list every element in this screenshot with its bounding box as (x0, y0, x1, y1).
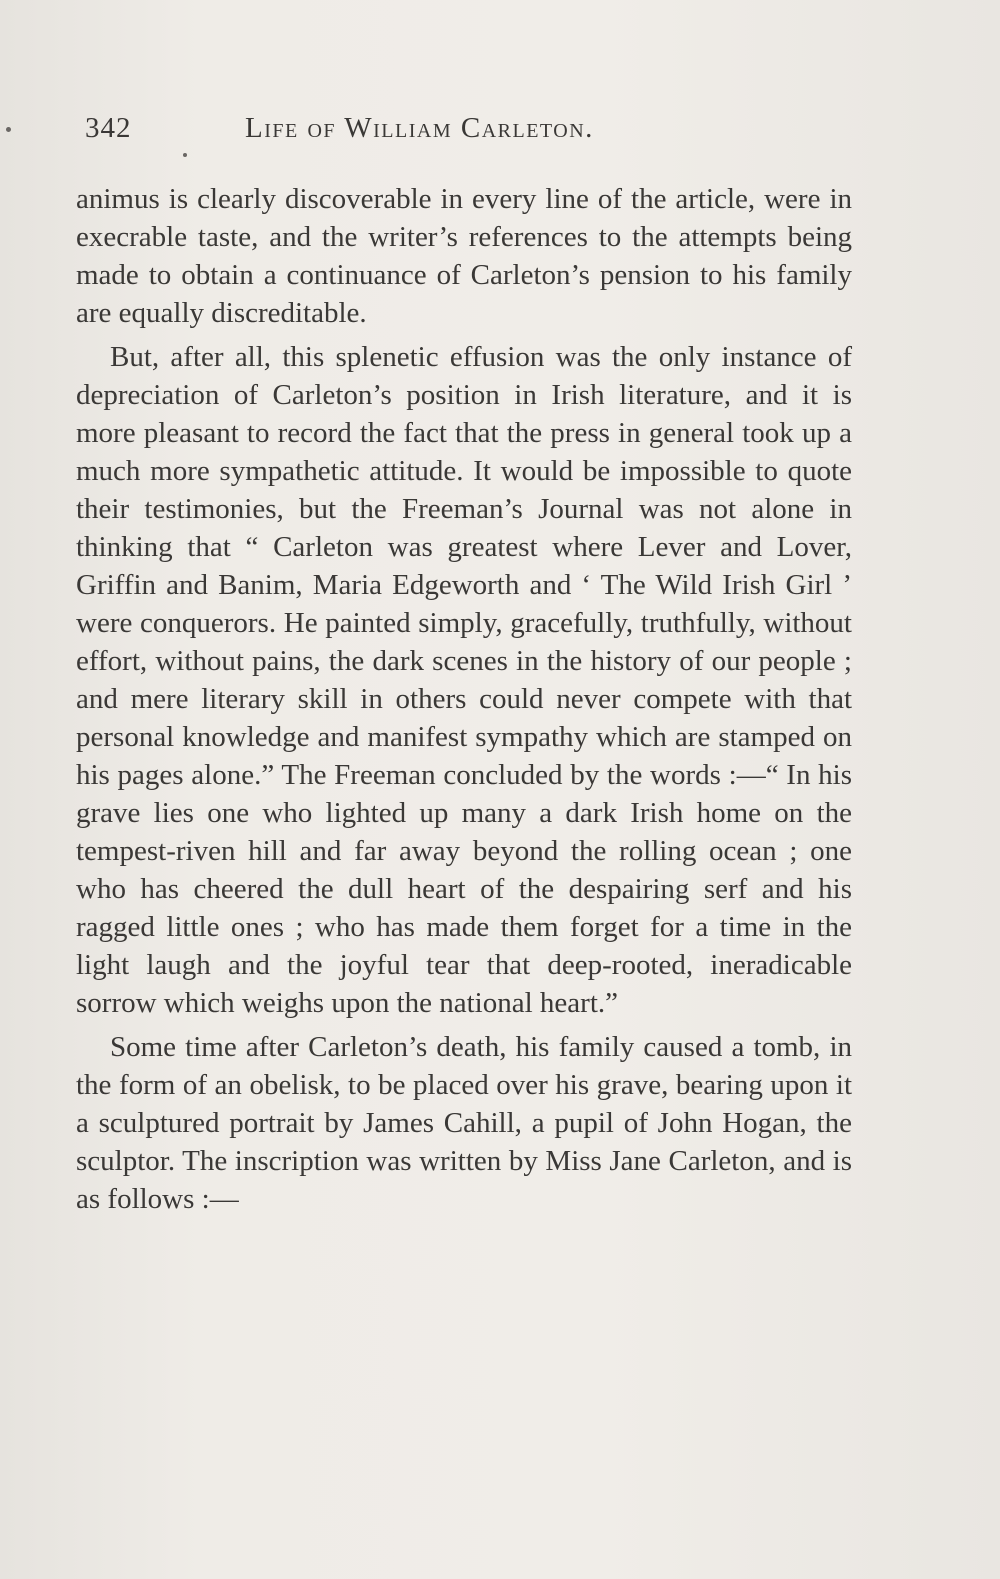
paragraph-continued: animus is clearly discoverable in every line of the article, were in execrable taste, and the writer’s references to the attempts being made to obtain a continuance of Carleton’s pension to his family are equally discreditable. (76, 183, 852, 329)
running-title: Life of William Carleton. (245, 112, 594, 144)
paragraph: Some time after Carleton’s death, his family caused a tomb, in the form of an obelisk, to be placed over his grave, bearing upon it a sculptured portrait by James Cahill, a pupil of John Hogan, the sculptor. The inscription was written by Miss Jane Carleton, and is as follows :— (76, 1031, 852, 1215)
page-number: 342 (85, 112, 132, 144)
page-speck (6, 127, 11, 132)
page-header (85, 112, 865, 158)
body-text (76, 180, 852, 1218)
paragraph: But, after all, this splenetic effusion was the only instance of depreciation of Carleton’s position in Irish literature, and it is more pleasant to record the fact that the press in general took up a much more sympathetic attitude. It would be impossible to quote their testimonies, but the Freeman’s Journal was not alone in thinking that “ Carleton was greatest where Lever and Lover, Griffin and Banim, Maria Edgeworth and ‘ The Wild Irish Girl ’ were conquerors. He painted simply, gracefully, truthfully, without effort, without pains, the dark scenes in the history of our people ; and mere literary skill in others could never compete with that personal knowledge and manifest sympathy which are stamped on his pages alone.” The Freeman concluded by the words :—“ In his grave lies one who lighted up many a dark Irish home on the tempest-riven hill and far away beyond the rolling ocean ; one who has cheered the dull heart of the despairing serf and his ragged little ones ; who has made them forget for a time in the light laugh and the joyful tear that deep-rooted, ineradicable sorrow which weighs upon the national heart.” (76, 341, 852, 1019)
